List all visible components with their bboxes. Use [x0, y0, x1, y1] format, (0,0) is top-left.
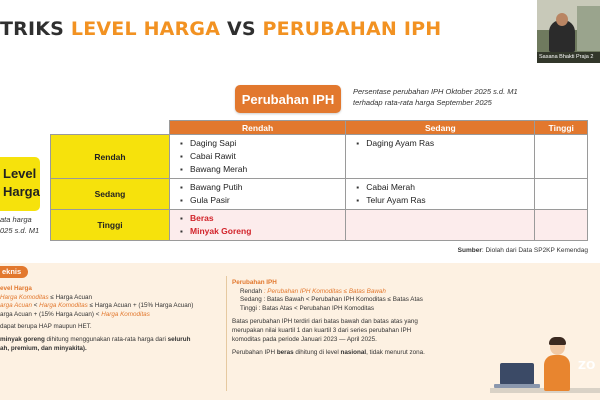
matrix-cell [535, 135, 588, 179]
commodity-item: ▪ Gula Pasir [176, 194, 339, 207]
definition-line: Sedang : Batas Bawah < Perubahan IPH Komoditas ≤ Batas Atas [240, 296, 423, 304]
column-header-rendah: Rendah [170, 121, 346, 135]
video-background-shelf [577, 6, 600, 51]
title-part-4: PERUBAHAN IPH [262, 18, 442, 40]
definition-line: minyak goreng dihitung menggunakan rata-rata harga dari seluruh [0, 335, 191, 343]
definition-line: arga Acuan < Harga Komoditas ≤ Harga Acuan + (15% Harga Acuan) [0, 302, 194, 310]
panel-divider [226, 276, 227, 391]
matrix-cell [535, 179, 588, 210]
laptop-icon [500, 363, 534, 385]
title-part-3: VS [220, 18, 263, 40]
definition-line: arga Acuan + (15% Harga Acuan) < Harga Komoditas [0, 310, 150, 318]
table-row [51, 210, 588, 241]
iph-change-heading: Perubahan IPH [232, 279, 277, 286]
y-axis-note-line: 025 s.d. M1 [0, 226, 40, 235]
laptop-base-shape [494, 384, 540, 388]
commodity-item-highlight: ▪ Minyak Goreng [176, 225, 339, 238]
commodity-item: ▪ Cabai Rawit [176, 150, 339, 163]
column-header-tinggi: Tinggi [535, 121, 588, 135]
definition-line: dapat berupa HAP maupun HET. [0, 323, 92, 331]
table-row [51, 135, 588, 179]
price-level-definitions [0, 285, 225, 353]
matrix-cell [170, 179, 346, 210]
column-header-sedang: Sedang [346, 121, 535, 135]
commodity-item: ▪ Daging Sapi [176, 137, 339, 150]
x-axis-note-line: terhadap rata-rata harga September 2025 [353, 98, 492, 107]
commodity-item: ▪ Telur Ayam Ras [352, 194, 528, 207]
price-level-heading: evel Harga [0, 285, 32, 292]
row-header-tinggi: Tinggi [51, 210, 170, 241]
definition-line: Batas perubahan IPH terdiri dari batas bawah dan batas atas yang [232, 318, 418, 326]
source-note [458, 247, 588, 254]
definition-line: Perubahan IPH beras dihitung di level nasional, tidak menurut zona. [232, 349, 425, 357]
y-axis-label [0, 157, 40, 211]
price-matrix-table [50, 120, 588, 241]
commodity-item-highlight: ▪ Beras [176, 212, 339, 225]
matrix-cell [535, 210, 588, 241]
y-axis-note-line: ata harga [0, 215, 32, 224]
table-row [51, 179, 588, 210]
x-axis-note-line: Persentase perubahan IPH Oktober 2025 s.d. M1 [353, 87, 518, 96]
participant-name-label: Sasana Bhakti Praja 2 [537, 52, 600, 63]
commodity-item: ▪ Bawang Merah [176, 163, 339, 176]
table-corner [51, 121, 170, 135]
video-person-head [556, 13, 568, 26]
slide-title [0, 18, 441, 40]
definition-line: merupakan nilai kuartil 1 dan kuartil 3 dari series perubahan IPH [232, 326, 412, 334]
technical-notes-tab: eknis [0, 266, 28, 278]
commodity-item: ▪ Daging Ayam Ras [352, 137, 528, 150]
participant-video-thumbnail[interactable] [537, 0, 600, 63]
x-axis-note [353, 86, 543, 108]
definition-line: Rendah : Perubahan IPH Komoditas ≤ Batas Bawah [240, 287, 386, 295]
matrix-cell [170, 135, 346, 179]
matrix-cell [346, 135, 535, 179]
presenter-figure [544, 355, 570, 391]
matrix-cell [346, 210, 535, 241]
presenter-hair [549, 337, 566, 345]
source-text: : Diolah dari Data SP2KP Kemendag [481, 247, 588, 254]
commodity-item: ▪ Cabai Merah [352, 181, 528, 194]
iph-change-definitions [232, 279, 482, 358]
definition-line: Harga Komoditas ≤ Harga Acuan [0, 293, 93, 301]
title-part-1: TRIKS [0, 18, 71, 40]
commodity-item: ▪ Bawang Putih [176, 181, 339, 194]
zoom-watermark: ZO [578, 359, 596, 372]
y-axis-note [0, 214, 39, 236]
definition-line: ah, premium, dan minyakita). [0, 344, 87, 352]
source-label: Sumber [457, 247, 482, 254]
matrix-cell [170, 210, 346, 241]
y-axis-label-line: Harga [3, 184, 40, 199]
presenter-illustration [490, 325, 600, 400]
x-axis-label: Perubahan IPH [235, 85, 341, 113]
definition-line: Tinggi : Batas Atas < Perubahan IPH Komoditas [240, 304, 375, 312]
definition-line: komoditas pada periode Januari 2023 — April 2025. [232, 335, 377, 343]
row-header-rendah: Rendah [51, 135, 170, 179]
y-axis-label-line: Level [3, 166, 37, 181]
matrix-cell [346, 179, 535, 210]
row-header-sedang: Sedang [51, 179, 170, 210]
title-part-2: LEVEL HARGA [70, 18, 221, 40]
